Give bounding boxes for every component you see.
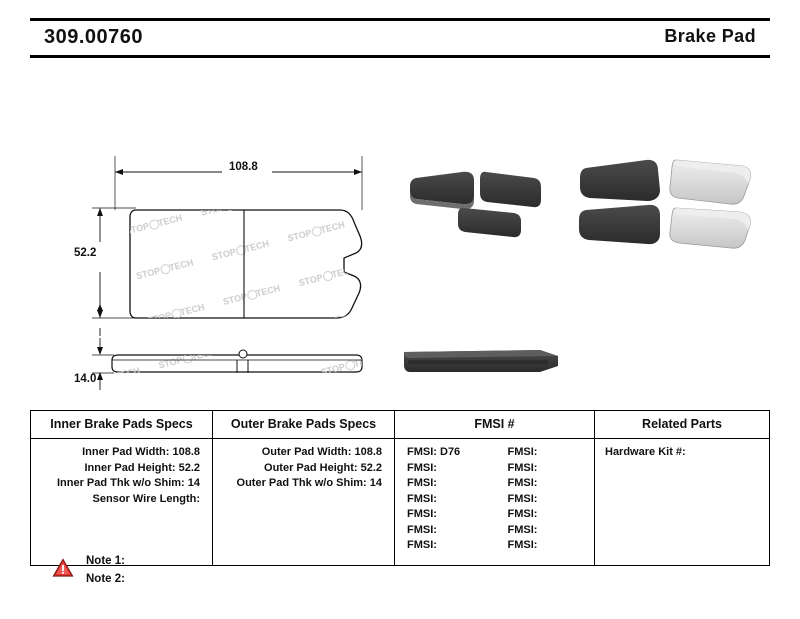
thickness-dimension-label: 14.0: [74, 373, 97, 385]
note-2-label: Note 2:: [86, 573, 125, 585]
pad-side-view: [92, 338, 362, 390]
pad-photo-group-right: [579, 160, 751, 248]
note-row-1: [52, 552, 125, 570]
related-part-line: Hardware Kit #:: [605, 446, 686, 458]
spec-line: Sensor Wire Length:: [92, 492, 200, 505]
fmsi-line: FMSI:: [407, 492, 437, 505]
fmsi-line: FMSI:: [507, 539, 538, 551]
header-inner-specs: Inner Brake Pads Specs: [31, 411, 213, 438]
cell-fmsi: [395, 439, 595, 565]
pad-front-view: [130, 210, 362, 318]
pad-photo-group-left: [410, 172, 541, 237]
fmsi-line: FMSI:: [507, 523, 538, 536]
note-row-2: [52, 570, 125, 588]
fmsi-line: FMSI:: [407, 539, 437, 551]
fmsi-line: FMSI:: [407, 461, 437, 474]
note-1-label: Note 1:: [86, 555, 125, 567]
spec-line: Outer Pad Width: 108.8: [261, 446, 382, 458]
part-number: 309.00760: [44, 26, 144, 48]
spec-line: Inner Pad Thk w/o Shim: 14: [56, 477, 200, 489]
height-dimension-label: 52.2: [74, 247, 97, 259]
fmsi-line: FMSI:: [507, 461, 538, 474]
cell-inner-specs: [31, 439, 213, 565]
fmsi-line: FMSI:: [507, 508, 538, 520]
spec-line: Inner Pad Height: 52.2: [84, 461, 200, 474]
fmsi-line: FMSI:: [507, 446, 538, 458]
fmsi-line: FMSI:: [407, 477, 437, 489]
spec-line: Inner Pad Width: 108.8: [82, 446, 200, 458]
table-header-row: [31, 411, 769, 439]
fmsi-line: FMSI:: [407, 523, 437, 536]
technical-drawing: [0, 60, 800, 390]
header-fmsi: FMSI #: [395, 411, 595, 438]
page-title: Brake Pad: [664, 26, 756, 46]
pad-photo-side-profile: [404, 350, 558, 372]
fmsi-column-left: [399, 445, 490, 554]
cell-related-parts: [595, 439, 769, 565]
table-body-row: [31, 439, 769, 565]
fmsi-line: FMSI: D76: [407, 446, 461, 458]
header-related-parts: Related Parts: [642, 417, 722, 431]
cell-outer-specs: [213, 439, 395, 565]
fmsi-line: FMSI:: [507, 477, 538, 489]
fmsi-column-right: [490, 445, 591, 554]
spec-line: Outer Pad Thk w/o Shim: 14: [236, 477, 382, 489]
specs-table: [30, 410, 770, 566]
spec-line: Outer Pad Height: 52.2: [264, 461, 382, 474]
fmsi-line: FMSI:: [407, 508, 437, 520]
header-outer-specs: Outer Brake Pads Specs: [213, 411, 395, 438]
width-dimension-label: 108.8: [229, 161, 258, 173]
notes-section: [52, 552, 125, 588]
fmsi-line: FMSI:: [507, 492, 538, 505]
drawing-svg: [0, 60, 800, 390]
